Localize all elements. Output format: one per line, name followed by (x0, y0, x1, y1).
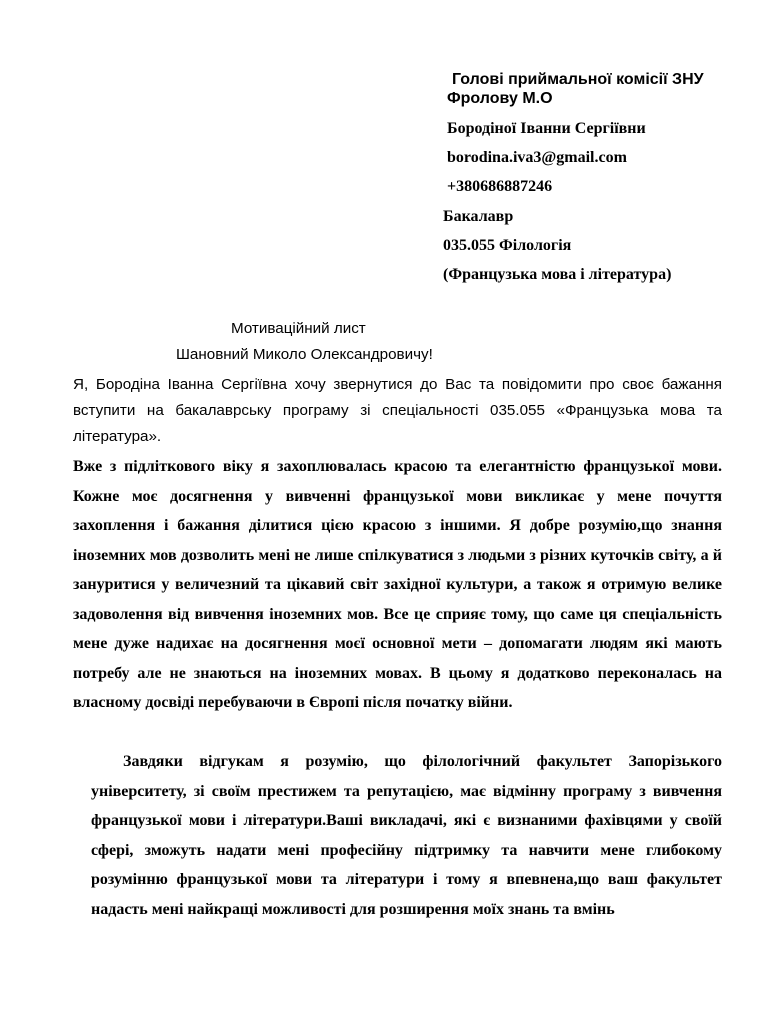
specialty-label: 035.055 Філологія (443, 237, 572, 254)
sender-phone: +380686887246 (447, 178, 553, 195)
recipient-line-1: Голові приймальної комісії ЗНУ (452, 71, 704, 88)
letter-paragraph-3: Завдяки відгукам я розумію, що філологічний факультет Запорізького університету, зі своїм престижем та репутацією, має відмінну програму з вивчення французької мови і літератури.Ваші викладачі, які є визнаними фахівцями у своїй сфері, зможуть надати мені професійну підтримку та навчити мене глибокому розумінню французької мови та літератури і тому я впевнена,що ваш факультет надасть мені найкращі можливості для розширення моїх знань та вмінь (91, 753, 722, 918)
recipient-line-2: Фролову М.О (447, 90, 553, 107)
letter-paragraph-2: Вже з підліткового віку я захоплювалась красою та елегантністю французької мови. Кожне моє досягнення у вивченні французької мови викликає у мене почуття захоплення і бажання ділитися цією красою з іншими. Я добре розумію,що знання іноземних мов дозволить мені не лише спілкуватися з людьми з різних куточків світу, а й зануритися у величезний та цікавий світ західної культури, а також я отримую велике задоволення від вивчення іноземних мов. Все це сприяє тому, що саме ця спеціальність мене дуже надихає на досягнення моєї основної мети – допомагати людям які мають потребу але не знаються на іноземних мовах. В цьому я додатково переконалась на власному досвіді перебуваючи в Європі після початку війни. (73, 458, 722, 711)
degree-label: Бакалавр (443, 208, 514, 225)
sender-name: Бородіної Іванни Сергіївни (447, 120, 646, 137)
letter-title: Мотиваційний лист (231, 320, 366, 337)
letter-paragraph-1: Я, Бородіна Іванна Сергіївна хочу звернутися до Вас та повідомити про своє бажання вступити на бакалаврську програму зі спеціальності 035.055 «Французька мова та література». (73, 376, 722, 445)
sender-email: borodina.iva3@gmail.com (447, 149, 627, 166)
program-label: (Французька мова і література) (443, 266, 672, 283)
letter-salutation: Шановний Миколо Олександровичу! (176, 346, 433, 363)
